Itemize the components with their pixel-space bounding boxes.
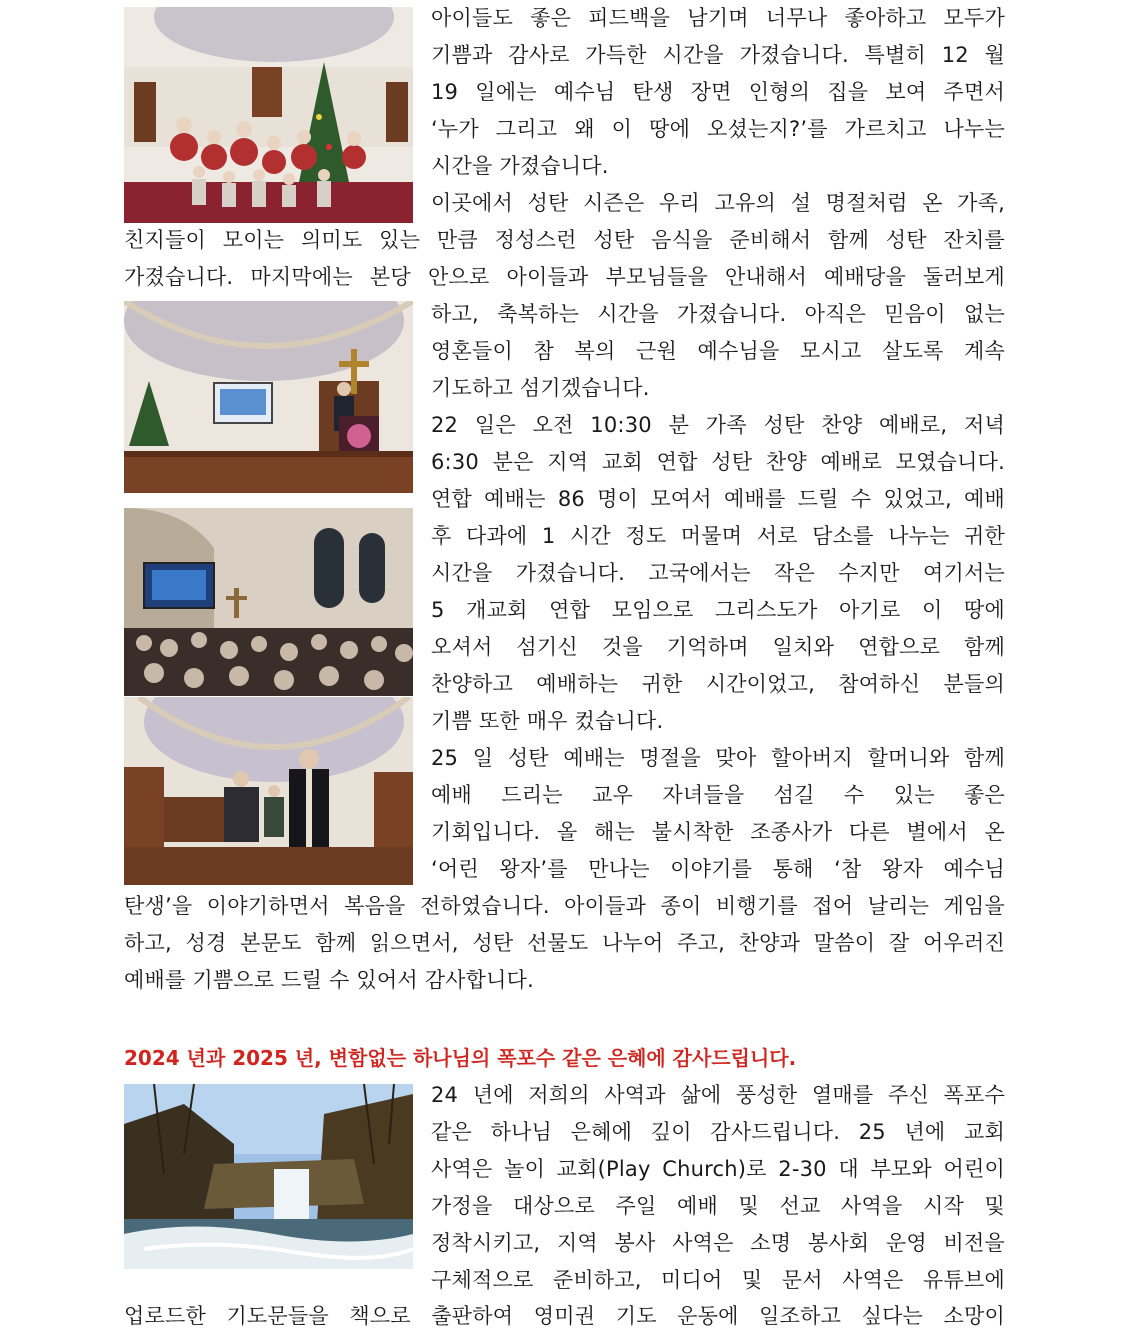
body-line: 업로드한 기도문들을 책으로 출판하여 영미권 기도 운동에 일조하고 싶다는 소망이 bbox=[124, 1304, 1005, 1328]
body-line: ‘어린 왕자’를 만나는 이야기를 통해 ‘참 왕자 예수님 bbox=[431, 857, 1005, 881]
body-line: 사역은 놀이 교회(Play Church)로 2-30 대 부모와 어린이 bbox=[431, 1157, 1005, 1181]
body-line: 기쁨 또한 매우 컸습니다. bbox=[431, 709, 664, 733]
body-line: 정착시키고, 지역 봉사 사역은 소명 봉사회 운영 비전을 bbox=[431, 1231, 1005, 1255]
body-line: 탄생’을 이야기하면서 복음을 전하였습니다. 아이들과 종이 비행기를 접어 날리는 게임을 bbox=[124, 894, 1005, 918]
body-line: 연합 예배는 86 명이 모여서 예배를 드릴 수 있었고, 예배 bbox=[431, 487, 1005, 511]
body-line: ‘누가 그리고 왜 이 땅에 오셨는지?’를 가르치고 나누는 bbox=[431, 117, 1005, 141]
body-line: 예배를 기쁨으로 드릴 수 있어서 감사합니다. bbox=[124, 968, 534, 992]
photo-children-group bbox=[124, 7, 413, 223]
body-line: 가정을 대상으로 주일 예배 및 선교 사역을 시작 및 bbox=[431, 1194, 1005, 1218]
body-line: 기회입니다. 올 해는 불시착한 조종사가 다른 별에서 온 bbox=[431, 820, 1005, 844]
photo-union-service bbox=[124, 508, 413, 696]
body-line: 하고, 성경 본문도 함께 읽으면서, 성탄 선물도 나누어 주고, 찬양과 말씀이 잘 어우러진 bbox=[124, 931, 1005, 955]
body-line: 찬양하고 예배하는 귀한 시간이었고, 참여하신 분들의 bbox=[431, 672, 1005, 696]
section-heading: 2024 년과 2025 년, 변함없는 하나님의 폭포수 같은 은혜에 감사드립니다. bbox=[124, 1046, 797, 1070]
body-line: 영혼들이 참 복의 근원 예수님을 모시고 살도록 계속 bbox=[431, 339, 1005, 363]
body-line: 19 일에는 예수님 탄생 장면 인형의 집을 보여 주면서 bbox=[431, 80, 1005, 104]
body-line: 22 일은 오전 10:30 분 가족 성탄 찬양 예배로, 저녁 bbox=[431, 413, 1005, 437]
body-line: 후 다과에 1 시간 정도 머물며 서로 담소를 나누는 귀한 bbox=[431, 524, 1005, 548]
body-line: 아이들도 좋은 피드백을 남기며 너무나 좋아하고 모두가 bbox=[431, 6, 1005, 30]
body-line: 같은 하나님 은혜에 깊이 감사드립니다. 25 년에 교회 bbox=[431, 1120, 1005, 1144]
body-line: 친지들이 모이는 의미도 있는 만큼 정성스런 성탄 음식을 준비해서 함께 성탄 잔치를 bbox=[124, 228, 1005, 252]
photo-waterfall bbox=[124, 1084, 413, 1269]
body-line: 기도하고 섬기겠습니다. bbox=[431, 376, 650, 400]
body-line: 5 개교회 연합 모임으로 그리스도가 아기로 이 땅에 bbox=[431, 598, 1005, 622]
body-line: 구체적으로 준비하고, 미디어 및 문서 사역은 유튜브에 bbox=[431, 1268, 1005, 1292]
body-line: 25 일 성탄 예배는 명절을 맞아 할아버지 할머니와 함께 bbox=[431, 746, 1005, 770]
body-line: 시간을 가졌습니다. bbox=[431, 154, 609, 178]
body-line: 가졌습니다. 마지막에는 본당 안으로 아이들과 부모님들을 안내해서 예배당을 둘러보게 bbox=[124, 265, 1005, 289]
body-line: 24 년에 저희의 사역과 삶에 풍성한 열매를 주신 폭포수 bbox=[431, 1083, 1005, 1107]
body-line: 기쁨과 감사로 가득한 시간을 가졌습니다. 특별히 12 월 bbox=[431, 43, 1005, 67]
body-line: 6:30 분은 지역 교회 연합 성탄 찬양 예배로 모였습니다. bbox=[431, 450, 1005, 474]
body-line: 시간을 가졌습니다. 고국에서는 작은 수지만 여기서는 bbox=[431, 561, 1005, 585]
photo-christmas-worship bbox=[124, 697, 413, 885]
body-line: 예배 드리는 교우 자녀들을 섬길 수 있는 좋은 bbox=[431, 783, 1005, 807]
body-line: 하고, 축복하는 시간을 가졌습니다. 아직은 믿음이 없는 bbox=[431, 302, 1005, 326]
photo-sanctuary-pastor bbox=[124, 301, 413, 493]
body-line: 오셔서 섬기신 것을 기억하며 일치와 연합으로 함께 bbox=[431, 635, 1005, 659]
body-line: 이곳에서 성탄 시즌은 우리 고유의 설 명절처럼 온 가족, bbox=[431, 191, 1005, 215]
